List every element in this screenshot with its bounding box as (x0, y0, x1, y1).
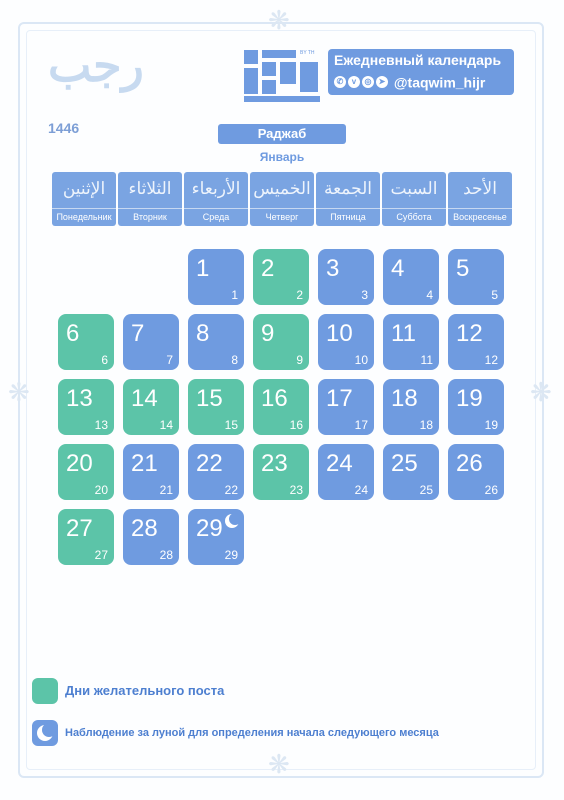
day-cell[interactable] (318, 444, 374, 500)
gregorian-day-number: 11 (420, 353, 433, 367)
day-cell[interactable] (58, 379, 114, 435)
weekday-cell (382, 172, 446, 226)
hijri-day-number: 7 (131, 320, 145, 347)
hijri-day-number: 14 (131, 385, 158, 412)
day-cell[interactable] (188, 509, 244, 565)
weekday-russian: Среда (184, 208, 248, 225)
weekday-russian: Воскресенье (448, 208, 512, 225)
telegram-icon[interactable]: ➤ (376, 76, 388, 88)
brand-title: Ежедневный календарь (334, 52, 502, 68)
day-cell[interactable] (58, 509, 114, 565)
hijri-day-number: 15 (196, 385, 223, 412)
hijri-day-number: 26 (456, 450, 483, 477)
weekday-arabic: الثلاثاء (128, 179, 172, 199)
gregorian-day-number: 29 (224, 548, 238, 562)
day-cell[interactable] (253, 379, 309, 435)
hijri-day-number: 23 (261, 450, 288, 477)
gregorian-month-name: Январь (259, 150, 305, 164)
gregorian-day-number: 21 (159, 483, 173, 497)
gregorian-day-number: 9 (296, 353, 303, 367)
day-cell[interactable] (318, 249, 374, 305)
gregorian-day-number: 6 (101, 353, 108, 367)
hijri-day-number: 22 (196, 450, 223, 477)
gregorian-day-number: 13 (94, 418, 108, 432)
day-cell[interactable] (448, 379, 504, 435)
gregorian-day-number: 26 (484, 483, 498, 497)
arabic-month-title: رجب (48, 38, 144, 92)
day-cell[interactable] (188, 379, 244, 435)
day-cell[interactable] (253, 444, 309, 500)
hijri-day-number: 1 (196, 255, 210, 282)
day-cell[interactable] (123, 509, 179, 565)
legend-moon-label: Наблюдение за луной для определения начала следующего месяца (65, 727, 439, 739)
hijri-day-number: 4 (391, 255, 405, 282)
gregorian-day-number: 7 (166, 353, 173, 367)
gregorian-day-number: 5 (491, 288, 498, 302)
hijri-day-number: 8 (196, 320, 210, 347)
hijri-month-name: Раджаб (218, 124, 346, 144)
hijri-day-number: 13 (66, 385, 93, 412)
weekday-russian: Пятница (316, 208, 380, 225)
day-cell[interactable] (318, 314, 374, 370)
hijri-day-number: 12 (456, 320, 483, 347)
hijri-day-number: 3 (326, 255, 340, 282)
gregorian-day-number: 25 (419, 483, 433, 497)
crescent-moon-icon (32, 720, 58, 746)
crescent-moon-icon (224, 513, 240, 529)
gregorian-day-number: 3 (361, 288, 368, 302)
hijri-day-number: 11 (391, 320, 416, 347)
weekday-arabic: الأحد (463, 179, 497, 199)
hijri-day-number: 17 (326, 385, 353, 412)
legend-fasting-label: Дни желательного поста (65, 683, 225, 698)
vk-icon[interactable]: v (348, 76, 360, 88)
weekday-arabic: الجمعة (323, 179, 373, 199)
day-cell[interactable] (448, 249, 504, 305)
day-cell[interactable] (58, 444, 114, 500)
whatsapp-icon[interactable]: ✆ (334, 76, 346, 88)
hijri-day-number: 19 (456, 385, 483, 412)
weekday-header (52, 172, 512, 226)
day-cell[interactable] (188, 249, 244, 305)
weekday-cell (316, 172, 380, 226)
weekday-arabic: الإثنين (62, 179, 106, 199)
day-cell[interactable] (318, 379, 374, 435)
logo-tag: BY TH (300, 50, 315, 56)
gregorian-day-number: 2 (296, 288, 303, 302)
weekday-arabic: الأربعاء (191, 179, 241, 199)
day-cell[interactable] (58, 314, 114, 370)
hijri-day-number: 27 (66, 515, 93, 542)
hijri-day-number: 25 (391, 450, 418, 477)
ornament-bottom-icon: ❋ (268, 750, 290, 780)
weekday-cell (118, 172, 182, 226)
hijri-day-number: 10 (326, 320, 353, 347)
day-cell[interactable] (123, 444, 179, 500)
weekday-arabic: السبت (390, 179, 438, 199)
day-cell[interactable] (123, 314, 179, 370)
day-cell[interactable] (188, 314, 244, 370)
gregorian-day-number: 16 (289, 418, 303, 432)
weekday-russian: Четверг (250, 208, 314, 225)
gregorian-day-number: 19 (484, 418, 498, 432)
gregorian-day-number: 28 (159, 548, 173, 562)
weekday-cell (184, 172, 248, 226)
day-cell[interactable] (383, 249, 439, 305)
gregorian-day-number: 18 (419, 418, 433, 432)
weekday-cell (250, 172, 314, 226)
day-cell[interactable] (383, 444, 439, 500)
brand-handle[interactable]: @taqwim_hijr (393, 74, 486, 91)
ornament-left-icon: ❋ (8, 378, 30, 408)
gregorian-day-number: 20 (94, 483, 108, 497)
gregorian-day-number: 8 (231, 353, 238, 367)
weekday-russian: Понедельник (52, 208, 116, 225)
day-cell[interactable] (383, 314, 439, 370)
day-cell[interactable] (383, 379, 439, 435)
gregorian-day-number: 14 (159, 418, 173, 432)
instagram-icon[interactable]: ◎ (362, 76, 374, 88)
gregorian-day-number: 10 (354, 353, 368, 367)
gregorian-day-number: 23 (289, 483, 303, 497)
gregorian-day-number: 4 (426, 288, 433, 302)
day-cell[interactable] (448, 314, 504, 370)
moon-swatch (32, 720, 58, 746)
gregorian-day-number: 17 (354, 418, 368, 432)
gregorian-day-number: 12 (484, 353, 498, 367)
hijri-day-number: 20 (66, 450, 93, 477)
hijri-day-number: 28 (131, 515, 158, 542)
gregorian-day-number: 24 (354, 483, 368, 497)
ornament-right-icon: ❋ (530, 378, 552, 408)
day-cell[interactable] (188, 444, 244, 500)
hijri-day-number: 18 (391, 385, 418, 412)
day-cell[interactable] (123, 379, 179, 435)
weekday-cell (448, 172, 512, 226)
hijri-day-number: 5 (456, 255, 470, 282)
hijri-day-number: 9 (261, 320, 275, 347)
weekday-arabic: الخميس (253, 179, 311, 199)
weekday-cell (52, 172, 116, 226)
hijri-day-number: 16 (261, 385, 288, 412)
day-cell[interactable] (448, 444, 504, 500)
hijri-day-number: 6 (66, 320, 80, 347)
day-cell[interactable] (253, 249, 309, 305)
brand-banner (328, 49, 514, 95)
hijri-year: 1446 (48, 120, 80, 136)
weekday-russian: Суббота (382, 208, 446, 225)
gregorian-day-number: 22 (224, 483, 238, 497)
hijri-day-number: 24 (326, 450, 353, 477)
hijri-day-number: 21 (131, 450, 158, 477)
weekday-russian: Вторник (118, 208, 182, 225)
day-cell[interactable] (253, 314, 309, 370)
gregorian-day-number: 15 (224, 418, 238, 432)
brand-social-row (334, 73, 485, 90)
fasting-swatch (32, 678, 58, 704)
gregorian-day-number: 1 (231, 288, 238, 302)
ornament-top-icon: ❋ (268, 6, 290, 36)
hijri-day-number: 2 (261, 255, 275, 282)
gregorian-day-number: 27 (94, 548, 108, 562)
hijri-day-number: 29 (196, 515, 223, 542)
taqwim-logo (242, 48, 322, 104)
